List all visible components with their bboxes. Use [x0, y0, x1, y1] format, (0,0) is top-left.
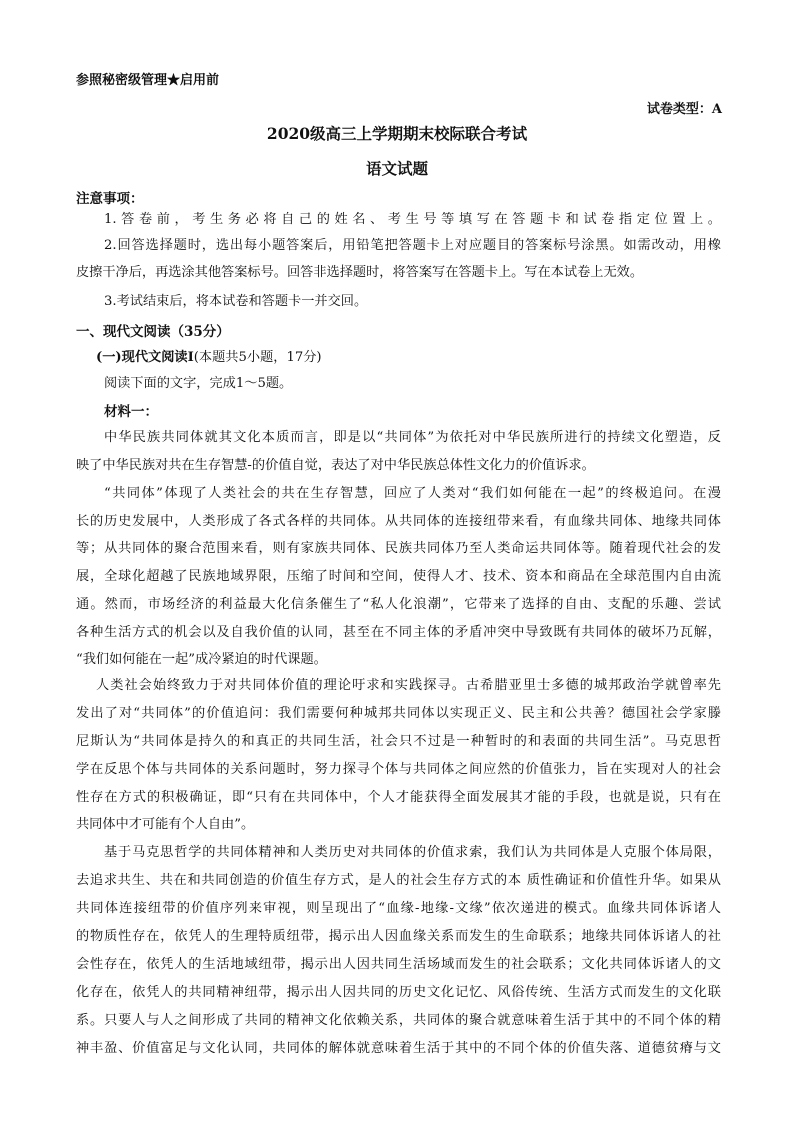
body-line: 共同体中才可能有个人自由”。 — [76, 817, 255, 832]
notice-line: 1.答卷前，考生务必将自己的姓名、考生号等填写在答题卡和试卷指定位置上。 — [104, 212, 721, 227]
body-line: 映了中华民族对共在生存智慧-的价值自觉，表达了对中华民族总体性文化力的价值诉求。 — [76, 458, 595, 473]
body-line: 各种生活方式的机会以及自我价值的认同，甚至在不同主体的矛盾冲突中导致既有共同体的破坏乃瓦解， — [76, 625, 721, 640]
body-line: 发出了对“共同体”的价值追问：我们需要何种城邦共同体以实现正义、民主和公共善？德国社会学家滕 — [76, 706, 721, 721]
body-line: 尼斯认为“共同体是持久的和真正的共同生活，社会只不过是一种暂时的和表面的共同生活”。马克思哲 — [76, 734, 721, 749]
notice-line: 皮擦干净后，再选涂其他答案标号。回答非选择题时，将答案写在答题卡上。写在本试卷上无效。 — [76, 265, 644, 280]
subsection-note: (本题共5小题，17分) — [193, 350, 322, 365]
body-line: 性存在方式的积极确证，即“只有在共同体中，个人才能获得全面发展其才能的手段，也就是说，只有在 — [76, 790, 721, 805]
reading-instruction: 阅读下面的文字，完成1～5题。 — [104, 376, 293, 391]
body-line: 基于马克思哲学的共同体精神和人类历史对共同体的价值求索，我们认为共同体是人克服个体局限， — [104, 845, 721, 860]
body-line: 系。只要人与人之间形成了共同的精神文化依赖关系，共同体的聚合就意味着生活于其中的不同个体的精 — [76, 1013, 721, 1028]
exam-title: 2020级高三上学期期末校际联合考试 — [266, 124, 528, 143]
subsection-title: (一)现代文阅读Ⅰ — [96, 350, 194, 365]
subject-title: 语文试题 — [365, 159, 428, 178]
notice-heading: 注意事项： — [76, 191, 144, 207]
body-line: 展，全球化超越了民族地域界限，压缩了时间和空间，使得人才、技术、资本和商品在全球范围内自由流 — [76, 569, 721, 584]
notice-line: 3.考试结束后，将本试卷和答题卡一并交回。 — [104, 294, 368, 309]
section-heading: 一、现代文阅读（35分） — [76, 324, 230, 340]
body-line: 等；从共同体的聚合范围来看，则有家族共同体、民族共同体乃至人类命运共同体等。随着现代社会的发 — [76, 541, 721, 556]
body-line: 学在反思个体与共同体的关系问题时，努力探寻个体与共同体之间应然的价值张力，旨在实现对人的社会 — [76, 762, 721, 777]
body-line: 去追求共生、共在和共同创造的价值生存方式，是人的社会生存方式的本 质性确证和价值性升华。如果从 — [76, 873, 721, 888]
subsection-heading — [96, 346, 322, 365]
material-label: 材料一： — [104, 404, 158, 420]
notice-line: 2.回答选择题时，选出每小题答案后，用铅笔把答题卡上对应题目的答案标号涂黑。如需改动，用橡 — [104, 238, 721, 253]
body-line: 会性存在，依凭人的生活地域纽带，揭示出人因共同生活场域而发生的社会联系；文化共同体诉诸人的文 — [76, 957, 721, 972]
secret-mark: 参照秘密级管理★启用前 — [76, 73, 220, 88]
body-line: 神丰盈、价值富足与文化认同，共同体的解体就意味着生活于其中的不同个体的价值失落、道德贫瘠与文 — [76, 1041, 721, 1056]
body-line: 长的历史发展中，人类形成了各式各样的共同体。从共同体的连接纽带来看，有血缘共同体、地缘共同体 — [76, 514, 721, 529]
body-line: “共同体”体现了人类社会的共在生存智慧，回应了人类对“我们如何能在一起”的终极追问。在漫 — [104, 486, 721, 501]
body-line: 的物质性存在，依凭人的生理特质纽带，揭示出人因血缘关系而发生的生命联系；地缘共同体诉诸人的社 — [76, 929, 721, 944]
body-line: 人类社会始终致力于对共同体价值的理论吁求和实践探寻。古希腊亚里士多德的城邦政治学就曾率先 — [96, 678, 721, 693]
body-line: 通。然而，市场经济的利益最大化信条催生了“私人化浪潮”，它带来了选择的自由、支配的乐趣、尝试 — [76, 597, 721, 612]
body-line: 共同体连接纽带的价值序列来审视，则呈现出了“血缘-地缘-文缘”依次递进的模式。血缘共同体诉诸人 — [76, 901, 721, 916]
body-line: 中华民族共同体就其文化本质而言，即是以“共同体”为依托对中华民族所进行的持续文化塑造，反 — [104, 430, 721, 445]
body-line: 化存在，依凭人的共同精神纽带，揭示出人因共同的历史文化记忆、风俗传统、生活方式而发生的文化联 — [76, 985, 721, 1000]
paper-type: 试卷类型：A — [646, 102, 722, 117]
body-line: “我们如何能在一起”成冷紧迫的时代课题。 — [76, 652, 327, 667]
